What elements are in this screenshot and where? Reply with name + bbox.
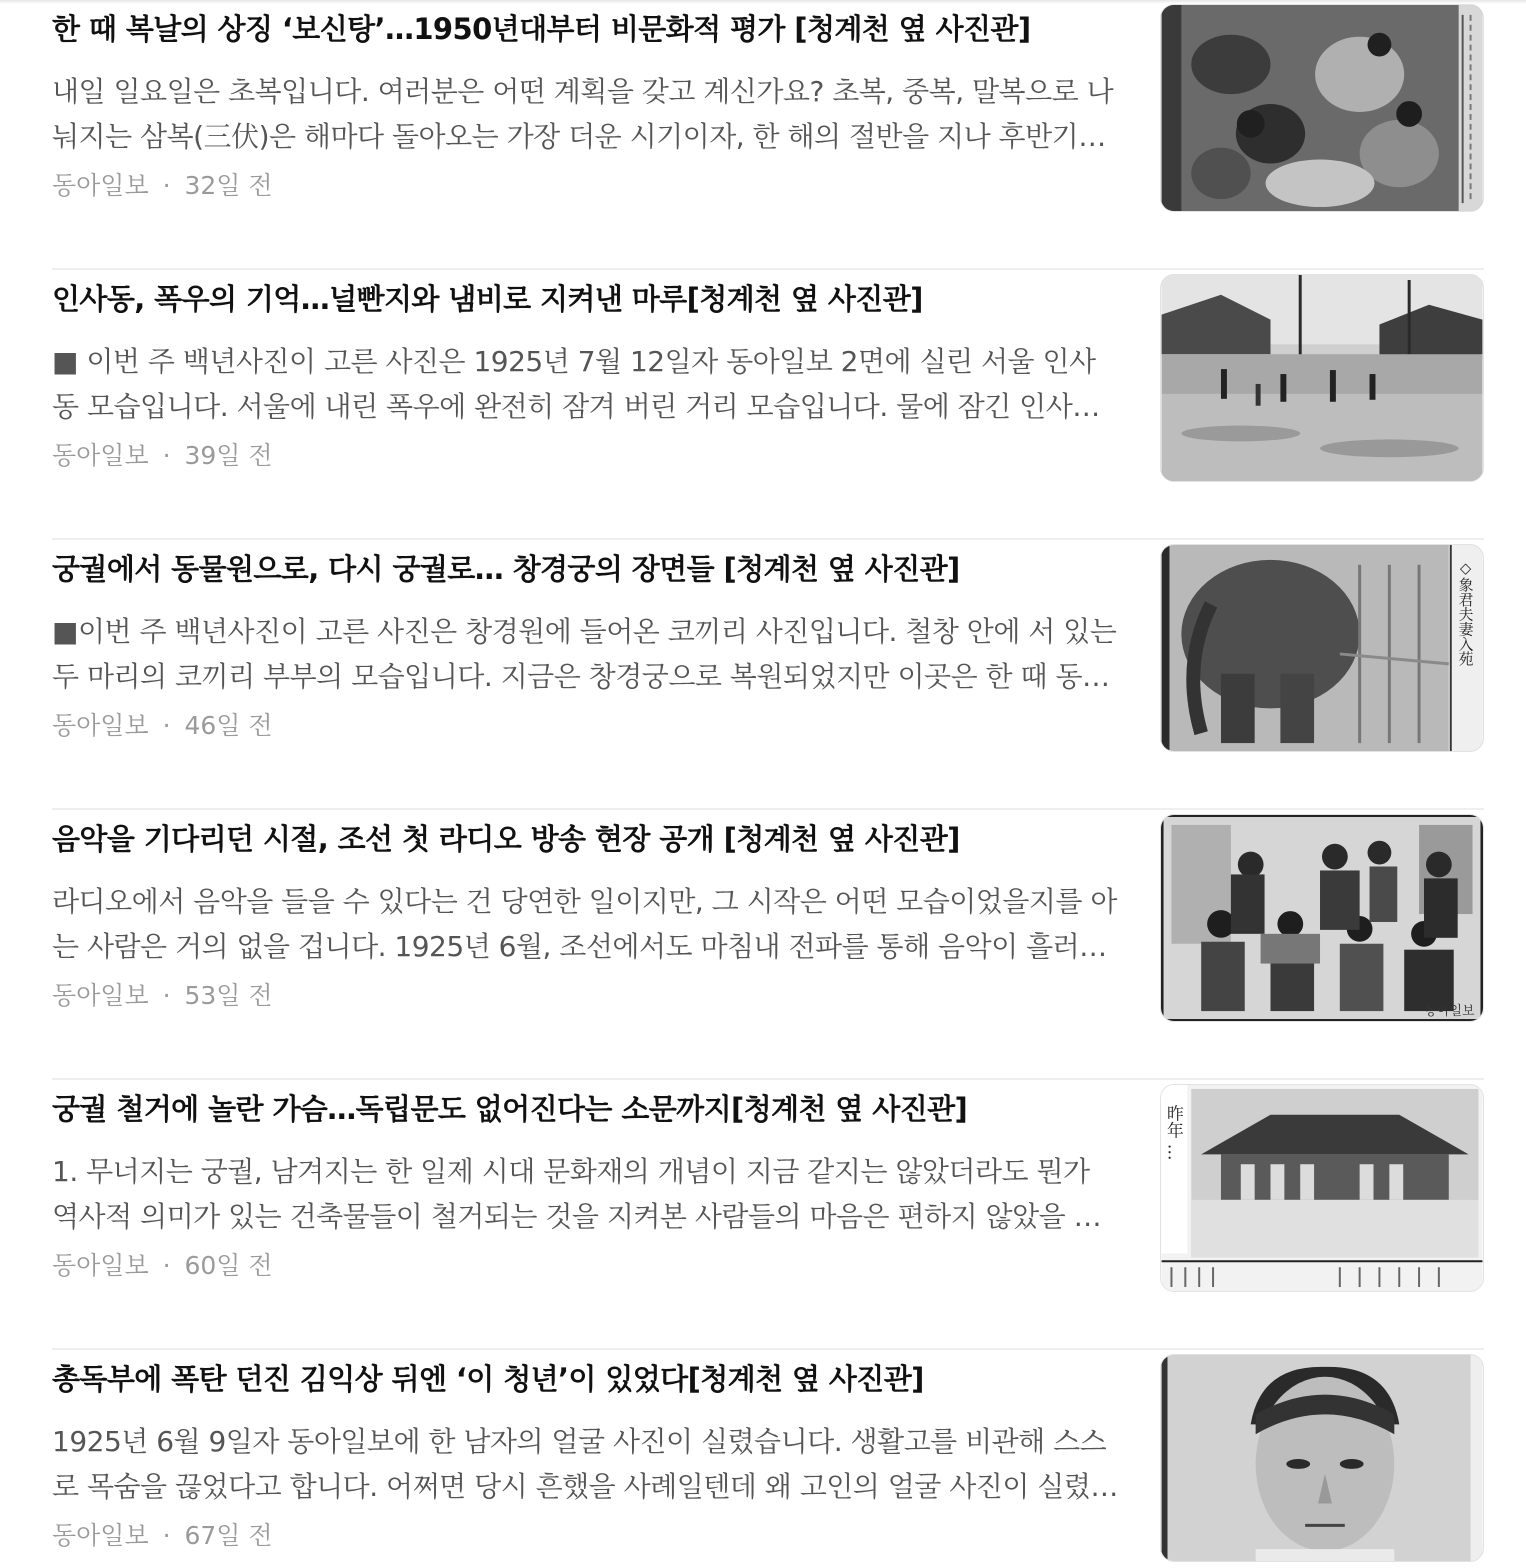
newspaper-photo-people-crowd [1161,5,1483,211]
article-meta [52,978,273,1014]
newspaper-photo-flooded-street [1161,275,1483,481]
article-source: 동아일보 [52,981,149,1010]
article-title[interactable]: 총독부에 폭탄 던진 김익상 뒤엔 ‘이 청년’이 있었다[청계천 옆 사진관] [52,1362,924,1396]
meta-separator: · [162,981,171,1010]
article-item[interactable] [52,1350,1484,1568]
article-time: 60일 전 [184,1251,273,1280]
article-thumbnail[interactable] [1160,544,1484,752]
article-thumbnail[interactable] [1160,4,1484,212]
article-item[interactable] [52,0,1484,270]
article-item[interactable] [52,1080,1484,1350]
article-title[interactable]: 음악을 기다리던 시절, 조선 첫 라디오 방송 현장 공개 [청계천 옆 사진관] [52,822,960,856]
newspaper-photo-radio-group [1161,815,1483,1021]
article-thumbnail[interactable] [1160,1354,1484,1562]
news-feed [52,0,1484,1568]
article-time: 39일 전 [184,441,273,470]
meta-separator: · [162,171,171,200]
article-title[interactable]: 한 때 복날의 상징 ‘보신탕’…1950년대부터 비문화적 평가 [청계천 옆 사진관] [52,12,1031,46]
meta-separator: · [162,711,171,740]
article-source: 동아일보 [52,1251,149,1280]
article-summary: 내일 일요일은 초복입니다. 여러분은 어떤 계획을 갖고 계신가요? 초복, 중복, 말복으로 나눠지는 삼복(三伏)은 해마다 돌아오는 가장 더운 시기이자, 한 해의 절반을 지나 후반기로 [52,75,1114,153]
article-time: 53일 전 [184,981,273,1010]
meta-separator: · [162,1521,171,1550]
article-summary: 1925년 6월 9일자 동아일보에 한 남자의 얼굴 사진이 실렸습니다. 생활고를 비관해 스스로 목숨을 끊었다고 합니다. 어쩌면 당시 흔했을 사례일텐데 왜 고인의 얼굴 사진이 실렸을 [52,1425,1117,1503]
newspaper-photo-elephant [1161,545,1483,751]
meta-separator: · [162,441,171,470]
article-source: 동아일보 [52,171,149,200]
article-time: 67일 전 [184,1521,273,1550]
article-title[interactable]: 궁궐에서 동물원으로, 다시 궁궐로… 창경궁의 장면들 [청계천 옆 사진관] [52,552,960,586]
article-meta [52,168,273,204]
article-meta [52,438,273,474]
newspaper-photo-portrait [1161,1355,1483,1561]
meta-separator: · [162,1251,171,1280]
article-time: 46일 전 [184,711,273,740]
thumbnail-caption: ◇象君夫妻入苑 [1456,558,1475,666]
article-item[interactable] [52,270,1484,540]
article-title[interactable]: 궁궐 철거에 놀란 가슴…독립문도 없어진다는 소문까지[청계천 옆 사진관] [52,1092,968,1126]
article-summary: 라디오에서 음악을 들을 수 있다는 건 당연한 일이지만, 그 시작은 어떤 모습이었을지를 아는 사람은 거의 없을 겁니다. 1925년 6월, 조선에서도 마침내 전파를 통해 음악이 흘러나 [52,885,1117,963]
article-summary: 1. 무너지는 궁궐, 남겨지는 한 일제 시대 문화재의 개념이 지금 같지는 않았더라도 뭔가 역사적 의미가 있는 건축물들이 철거되는 것을 지켜본 사람들의 마음은 편하지 않았을 것 [52,1155,1101,1233]
article-meta [52,708,273,744]
article-thumbnail[interactable] [1160,814,1484,1022]
article-thumbnail[interactable] [1160,274,1484,482]
article-time: 32일 전 [184,171,273,200]
article-source: 동아일보 [52,711,149,740]
article-summary: ■ 이번 주 백년사진이 고른 사진은 1925년 7월 12일자 동아일보 2면에 실린 서울 인사동 모습입니다. 서울에 내린 폭우에 완전히 잠겨 버린 거리 모습입니다. 물에 잠긴 인사동 [52,345,1099,423]
article-item[interactable] [52,540,1484,810]
article-source: 동아일보 [52,441,149,470]
article-summary: ■이번 주 백년사진이 고른 사진은 창경원에 들어온 코끼리 사진입니다. 철창 안에 서 있는 두 마리의 코끼리 부부의 모습입니다. 지금은 창경궁으로 복원되었지만 이곳은 한 때 동물 [52,615,1117,693]
thumbnail-caption: 동아일보 [1424,1004,1475,1020]
article-thumbnail[interactable] [1160,1084,1484,1292]
thumbnail-caption: 昨年 … [1164,1104,1185,1161]
article-meta [52,1248,273,1284]
article-source: 동아일보 [52,1521,149,1550]
article-item[interactable] [52,810,1484,1080]
newspaper-photo-palace-building [1161,1085,1483,1291]
article-meta [52,1518,273,1554]
article-title[interactable]: 인사동, 폭우의 기억…널빤지와 냄비로 지켜낸 마루[청계천 옆 사진관] [52,282,923,316]
